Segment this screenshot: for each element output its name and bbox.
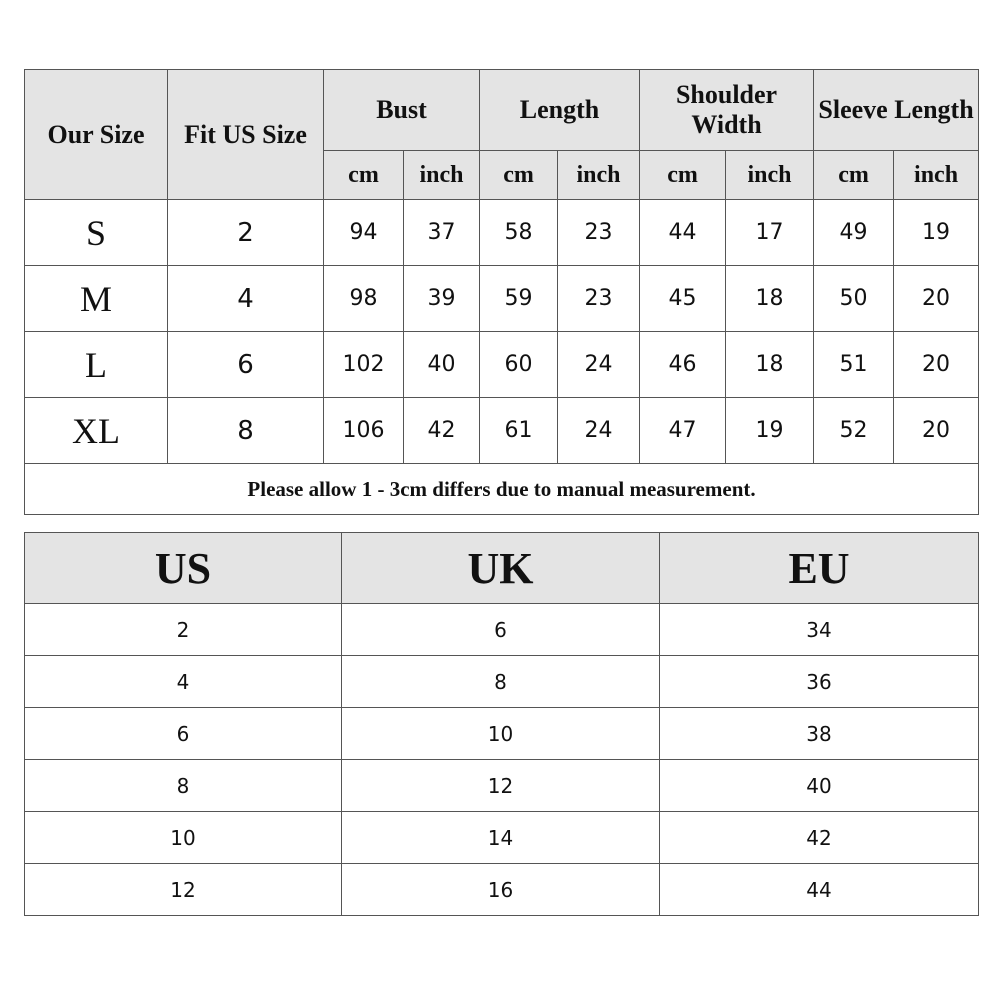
measurement-cell: 18: [726, 266, 814, 332]
size-label: S: [25, 200, 168, 266]
uk-size-cell: 16: [342, 864, 660, 916]
measurement-cell: 52: [814, 398, 894, 464]
us-size-cell: 2: [25, 604, 342, 656]
measurement-cell: 19: [894, 200, 979, 266]
us-size-cell: 4: [25, 656, 342, 708]
us-header: US: [25, 533, 342, 604]
measurement-cell: 106: [324, 398, 404, 464]
measurement-cell: 59: [480, 266, 558, 332]
us-size-cell: 10: [25, 812, 342, 864]
unit-header: inch: [894, 151, 979, 200]
measurement-cell: 46: [640, 332, 726, 398]
measurement-cell: 61: [480, 398, 558, 464]
measurement-cell: 102: [324, 332, 404, 398]
uk-size-cell: 12: [342, 760, 660, 812]
measurement-cell: 60: [480, 332, 558, 398]
size-row-s: [25, 200, 979, 266]
size-row-xl: [25, 398, 979, 464]
unit-header: cm: [640, 151, 726, 200]
size-label: XL: [25, 398, 168, 464]
shoulder-width-header: Shoulder Width: [640, 70, 814, 151]
uk-size-cell: 8: [342, 656, 660, 708]
fit-us-size-header: Fit US Size: [168, 70, 324, 200]
measurement-cell: 47: [640, 398, 726, 464]
uk-size-cell: 10: [342, 708, 660, 760]
measurement-cell: 17: [726, 200, 814, 266]
uk-size-cell: 6: [342, 604, 660, 656]
conversion-row: [25, 864, 979, 916]
measurement-cell: 42: [404, 398, 480, 464]
measurement-cell: 50: [814, 266, 894, 332]
measurement-note: Please allow 1 - 3cm differs due to manual measurement.: [25, 464, 979, 515]
measurement-cell: 37: [404, 200, 480, 266]
size-label: M: [25, 266, 168, 332]
length-header: Length: [480, 70, 640, 151]
us-size-cell: 6: [25, 708, 342, 760]
measurement-cell: 40: [404, 332, 480, 398]
us-size-cell: 8: [25, 760, 342, 812]
measurement-cell: 51: [814, 332, 894, 398]
eu-size-cell: 42: [660, 812, 979, 864]
measurement-cell: 45: [640, 266, 726, 332]
measurement-cell: 24: [558, 398, 640, 464]
note-row: [25, 464, 979, 515]
unit-header: inch: [726, 151, 814, 200]
measurement-cell: 58: [480, 200, 558, 266]
conversion-header-row: [25, 533, 979, 604]
measurement-cell: 98: [324, 266, 404, 332]
uk-header: UK: [342, 533, 660, 604]
unit-header: cm: [480, 151, 558, 200]
eu-size-cell: 34: [660, 604, 979, 656]
us-size-cell: 12: [25, 864, 342, 916]
conversion-row: [25, 708, 979, 760]
unit-header: inch: [404, 151, 480, 200]
eu-header: EU: [660, 533, 979, 604]
measurement-cell: 18: [726, 332, 814, 398]
fit-us-value: 2: [168, 200, 324, 266]
our-size-header: Our Size: [25, 70, 168, 200]
size-row-l: [25, 332, 979, 398]
size-row-m: [25, 266, 979, 332]
bust-header: Bust: [324, 70, 480, 151]
unit-header: cm: [324, 151, 404, 200]
measurement-cell: 23: [558, 266, 640, 332]
size-conversion-table: [24, 532, 979, 916]
size-label: L: [25, 332, 168, 398]
eu-size-cell: 38: [660, 708, 979, 760]
measurement-cell: 19: [726, 398, 814, 464]
measurement-cell: 44: [640, 200, 726, 266]
measurement-cell: 24: [558, 332, 640, 398]
unit-header: cm: [814, 151, 894, 200]
size-chart-header-row: [25, 70, 979, 151]
fit-us-value: 4: [168, 266, 324, 332]
eu-size-cell: 36: [660, 656, 979, 708]
measurement-cell: 49: [814, 200, 894, 266]
fit-us-value: 8: [168, 398, 324, 464]
measurement-cell: 20: [894, 398, 979, 464]
eu-size-cell: 44: [660, 864, 979, 916]
fit-us-value: 6: [168, 332, 324, 398]
size-chart-table: [24, 69, 979, 515]
conversion-row: [25, 812, 979, 864]
unit-header: inch: [558, 151, 640, 200]
measurement-cell: 39: [404, 266, 480, 332]
measurement-cell: 20: [894, 332, 979, 398]
conversion-row: [25, 760, 979, 812]
eu-size-cell: 40: [660, 760, 979, 812]
uk-size-cell: 14: [342, 812, 660, 864]
conversion-row: [25, 604, 979, 656]
measurement-cell: 94: [324, 200, 404, 266]
sleeve-length-header: Sleeve Length: [814, 70, 979, 151]
conversion-row: [25, 656, 979, 708]
measurement-cell: 20: [894, 266, 979, 332]
measurement-cell: 23: [558, 200, 640, 266]
